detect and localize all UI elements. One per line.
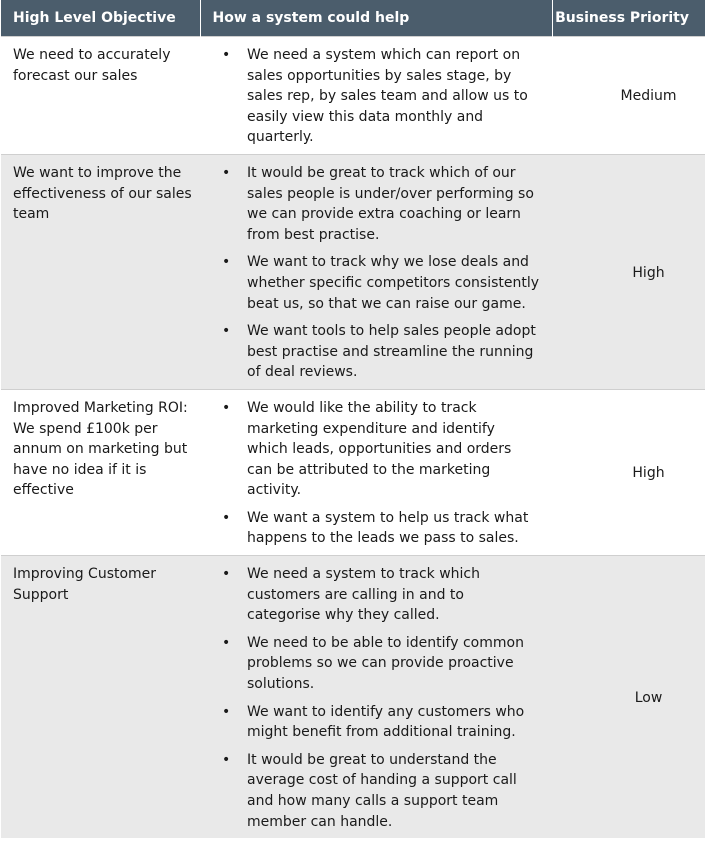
table-header — [1, 0, 705, 37]
header-help: How a system could help — [200, 0, 552, 37]
list-item — [212, 45, 540, 148]
header-objective: High Level Objective — [1, 0, 200, 37]
help-list — [212, 163, 540, 383]
bullet-icon: • — [222, 566, 231, 583]
bullet-icon: • — [222, 634, 231, 651]
list-item-text: We want a system to help us track what happens to the leads we pass to sales. — [247, 509, 529, 547]
table-row — [1, 154, 705, 389]
list-item — [212, 633, 540, 695]
objective-cell: We need to accurately forecast our sales — [1, 37, 200, 155]
priority-cell: Low — [552, 556, 705, 839]
bullet-icon: • — [222, 399, 231, 416]
help-list — [212, 564, 540, 832]
list-item-text: We need a system to track which customers are calling in and to categorise why they called. — [247, 566, 480, 624]
header-row — [1, 0, 705, 37]
list-item-text: We want to identify any customers who might benefit from additional training. — [247, 703, 525, 741]
bullet-icon: • — [222, 47, 231, 63]
list-item-text: We want to track why we lose deals and whether specific competitors consistently beat us, so that we can raise our game. — [247, 254, 540, 312]
objective-cell: We want to improve the effectiveness of our sales team — [1, 154, 200, 389]
help-cell — [200, 154, 552, 389]
help-cell — [200, 37, 552, 155]
list-item — [212, 564, 540, 626]
table-row — [1, 556, 705, 839]
help-cell — [200, 389, 552, 555]
bullet-icon: • — [222, 751, 231, 768]
priority-cell: Medium — [552, 37, 705, 155]
table-row — [1, 37, 705, 155]
list-item-text: It would be great to understand the average cost of handing a support call and how many calls a support team member can handle. — [247, 751, 517, 830]
list-item — [212, 508, 540, 549]
table-body — [1, 37, 705, 839]
list-item — [212, 252, 540, 314]
objectives-table — [1, 0, 705, 838]
list-item-text: We would like the ability to track marketing expenditure and identify which leads, opportunities and orders can be attributed to the marketing activity. — [247, 399, 512, 499]
list-item-text: It would be great to track which of our sales people is under/over performing so we can provide extra coaching or learn from best practise. — [247, 164, 534, 243]
list-item — [212, 163, 540, 245]
help-cell — [200, 556, 552, 839]
list-item — [212, 702, 540, 743]
table-row — [1, 389, 705, 555]
bullet-icon: • — [222, 164, 231, 181]
priority-cell: High — [552, 154, 705, 389]
header-priority: Business Priority — [552, 0, 705, 37]
list-item — [212, 321, 540, 383]
list-item-text: We need a system which can report on sales opportunities by sales stage, by sales rep, by sales team and allow us to easily view this data monthly and quarterly. — [247, 47, 528, 146]
bullet-icon: • — [222, 703, 231, 720]
bullet-icon: • — [222, 323, 231, 340]
objective-cell: Improving Customer Support — [1, 556, 200, 839]
list-item-text: We want tools to help sales people adopt best practise and streamline the running of deal reviews. — [247, 323, 536, 381]
objective-cell: Improved Marketing ROI: We spend £100k per annum on marketing but have no idea if it is effective — [1, 389, 200, 555]
help-list — [212, 398, 540, 549]
list-item — [212, 750, 540, 832]
help-list — [212, 45, 540, 148]
list-item — [212, 398, 540, 501]
list-item-text: We need to be able to identify common problems so we can provide proactive solutions. — [247, 634, 524, 693]
bullet-icon: • — [222, 509, 231, 526]
bullet-icon: • — [222, 254, 231, 271]
priority-cell: High — [552, 389, 705, 555]
